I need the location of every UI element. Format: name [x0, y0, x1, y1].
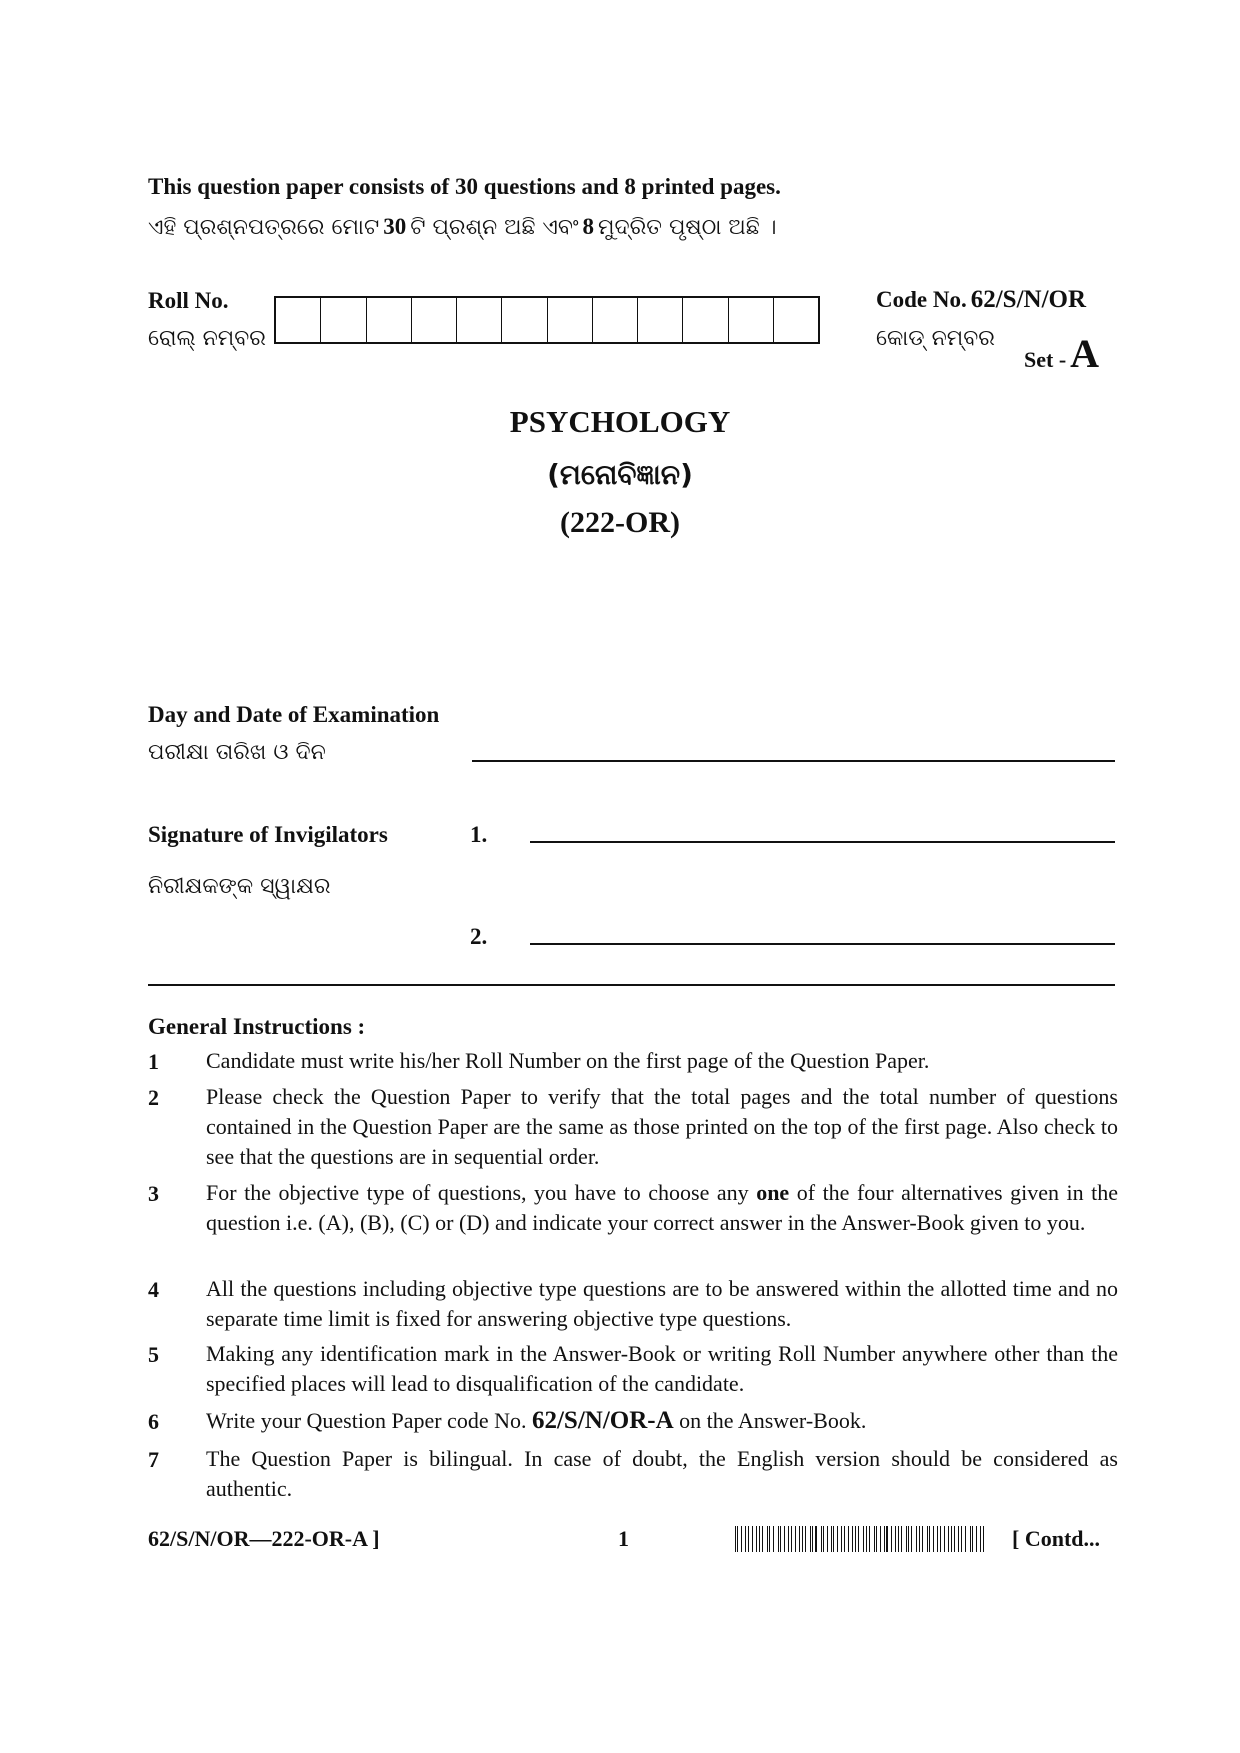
barcode-bar [823, 1526, 824, 1552]
roll-cell[interactable] [548, 298, 593, 342]
paper-consists-en: This question paper consists of 30 questions and 8 printed pages. [148, 174, 781, 199]
barcode-bar [769, 1526, 770, 1552]
instruction-number: 7 [148, 1447, 159, 1472]
code-label-od: କୋଡ୍ ନମ୍ବର [876, 326, 995, 351]
section-divider [148, 984, 1115, 986]
barcode-bar [788, 1526, 789, 1552]
instruction-number: 5 [148, 1342, 159, 1367]
invigilator-number-1: 1. [470, 822, 488, 847]
exam-date-line[interactable] [472, 760, 1115, 762]
instruction-text: All the questions including objective type questions are to be answered within the allotted time and no separate time limit is fixed for answering objective type questions. [206, 1276, 1118, 1331]
set-indicator: Set - A [1024, 331, 1100, 376]
contd-label: [ Contd... [1012, 1526, 1101, 1551]
footer-code: 62/S/N/OR—222-OR-A ] [148, 1526, 380, 1551]
barcode-bar [929, 1526, 930, 1552]
subject-title-od: (ମନୋବିଜ୍ଞାନ) [547, 458, 693, 491]
barcode-bar [922, 1526, 923, 1552]
barcode-bar [799, 1526, 800, 1552]
barcode-bar [895, 1526, 896, 1552]
barcode-bar [767, 1526, 768, 1552]
instruction-text: The Question Paper is bilingual. In case of doubt, the English version should be considered as authentic. [206, 1446, 1118, 1501]
invigilator-signature-line-1[interactable] [530, 841, 1115, 843]
barcode-bar [911, 1526, 912, 1552]
barcode-bar [748, 1526, 749, 1552]
roll-cell[interactable] [457, 298, 502, 342]
instruction-number: 1 [148, 1049, 159, 1074]
roll-cell[interactable] [683, 298, 728, 342]
instruction-text: Please check the Question Paper to verify that the total pages and the total number of questions contained in the Question Paper are the same as those printed on the top of the first page. Also check to see that the questions are in sequential order. [206, 1084, 1118, 1169]
instruction-text: For the objective type of questions, you have to choose any one of the four alternatives given in the question i.e. (A), (B), (C) or (D) and indicate your correct answer in the Answer-Book given to you. [206, 1180, 1118, 1235]
barcode-bar [961, 1526, 962, 1552]
barcode-bar [863, 1526, 864, 1552]
roll-cell[interactable] [774, 298, 818, 342]
instructions-heading: General Instructions : [148, 1014, 366, 1039]
barcode-bar [958, 1526, 959, 1552]
barcode-bar [815, 1526, 816, 1552]
instruction-number: 4 [148, 1277, 159, 1302]
barcode-bar [886, 1526, 887, 1552]
instruction-number: 2 [148, 1085, 159, 1110]
barcode-bar [852, 1526, 853, 1552]
barcode-bar [970, 1526, 971, 1552]
barcode-bar [866, 1526, 867, 1552]
instruction-text: Write your Question Paper code No. 62/S/N/OR-A on the Answer-Book. [206, 1407, 867, 1434]
invigilator-label-en: Signature of Invigilators [148, 822, 388, 847]
barcode-bar [901, 1526, 902, 1552]
invigilator-signature-line-2[interactable] [530, 943, 1115, 945]
instruction-number: 6 [148, 1409, 159, 1434]
barcode-bar [876, 1526, 877, 1552]
instruction-text: Making any identification mark in the Answer-Book or writing Roll Number anywhere other than the specified places will lead to disqualification of the candidate. [206, 1341, 1118, 1396]
barcode-bar [780, 1526, 781, 1552]
subject-code: (222-OR) [560, 506, 680, 539]
roll-cell[interactable] [321, 298, 366, 342]
roll-number-boxes[interactable] [274, 296, 820, 344]
roll-cell[interactable] [502, 298, 547, 342]
roll-cell[interactable] [593, 298, 638, 342]
roll-cell[interactable] [412, 298, 457, 342]
barcode-bar [756, 1526, 757, 1552]
barcode-bar [833, 1526, 834, 1552]
invigilator-label-od: ନିରୀକ୍ଷକଙ୍କ ସ୍ୱାକ୍ଷର [148, 874, 331, 899]
roll-label-en: Roll No. [148, 288, 229, 313]
barcode-bar [737, 1526, 738, 1552]
barcode-bar [948, 1526, 949, 1552]
barcode-bar [937, 1526, 938, 1552]
exam-date-label-od: ପରୀକ୍ଷା ତାରିଖ ଓ ଦିନ [148, 740, 326, 765]
barcode-bar [841, 1526, 842, 1552]
barcode-bar [980, 1526, 981, 1552]
roll-label-od: ରୋଲ୍ ନମ୍ବର [148, 326, 266, 351]
subject-title-en: PSYCHOLOGY [509, 404, 731, 439]
roll-cell[interactable] [367, 298, 412, 342]
instruction-number: 3 [148, 1181, 159, 1206]
paper-consists-od: ଏହି ପ୍ରଶ୍ନପତ୍ରରେ ମୋଟ 30 ଟି ପ୍ରଶ୍ନ ଅଛି ଏବଂ 8 ମୁଦ୍ରିତ ପୃଷ୍ଠା ଅଛି । [148, 214, 777, 240]
roll-cell[interactable] [729, 298, 774, 342]
barcode-bar [805, 1526, 806, 1552]
instruction-text: Candidate must write his/her Roll Number on the first page of the Question Paper. [206, 1048, 930, 1073]
exam-date-label-en: Day and Date of Examination [148, 702, 440, 727]
code-number: Code No. 62/S/N/OR [876, 286, 1087, 313]
barcode [735, 1526, 985, 1552]
invigilator-number-2: 2. [470, 924, 488, 949]
roll-cell[interactable] [276, 298, 321, 342]
roll-cell[interactable] [638, 298, 683, 342]
page-number: 1 [618, 1526, 629, 1551]
